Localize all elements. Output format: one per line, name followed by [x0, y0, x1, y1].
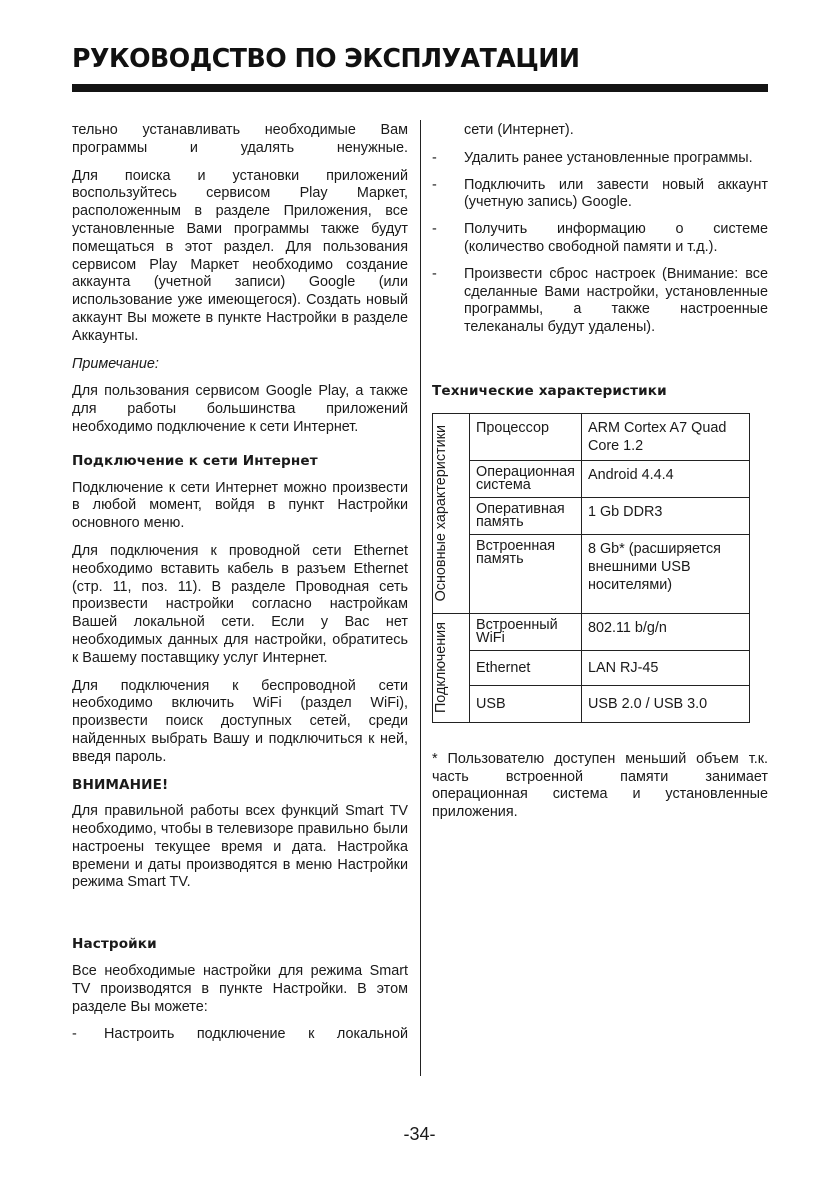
spec-value: 8 Gb* (расширяется внешними USB носителями) [581, 534, 749, 613]
paragraph-play-market: Для поиска и установки приложений воспользуйтесь сервисом Play Маркет, расположенным в разделе Приложения, все установленные Вами программы также будут помещаться в этот раздел. Для пользования сервисом Play Маркет необходимо создание аккаунта (учетной записи) Google (или использование уже имеющегося). Создать новый аккаунт Вы можете в пункте Настройки в разделе Аккаунты. [72, 167, 408, 344]
list-continuation: сети (Интернет). [464, 122, 574, 138]
spec-value: Android 4.4.4 [581, 460, 749, 497]
note-label: Примечание: [72, 355, 159, 372]
paragraph-internet-connect: Подключение к сети Интернет можно произвести в любой момент, войдя в пункт Настройки основного меню. [72, 479, 408, 532]
paragraph-smart-tv-time: Для правильной работы всех функций Smart TV необходимо, чтобы в телевизоре правильно были настроены текущее время и дата. Настройка времени и даты производятся в меню Настройки режима Smart TV. [72, 803, 408, 891]
page-title: РУКОВОДСТВО ПО ЭКСПЛУАТАЦИИ [72, 44, 580, 74]
group-main-cell [433, 413, 470, 613]
list-item [432, 150, 768, 168]
list-item [432, 266, 768, 337]
dash-marker: - [432, 221, 437, 238]
list-item [432, 177, 768, 213]
list-item-text: Настроить подключение к локальной [104, 1026, 408, 1043]
table-row [433, 413, 750, 460]
heading-settings: Настройки [72, 936, 157, 953]
paragraph-google-play-note: Для пользования сервисом Google Play, а также для работы большинства приложений необходимо подключение к сети Интернет. [72, 383, 408, 435]
list-item-text: Удалить ранее установленные программы. [464, 149, 753, 166]
paragraph-settings: Все необходимые настройки для режима Smart TV производятся в пункте Настройки. В этом разделе Вы можете: [72, 963, 408, 1015]
table-row [433, 650, 750, 685]
table-row [433, 534, 750, 613]
spec-label: Встроенная память [470, 534, 582, 613]
dash-marker: - [432, 265, 437, 282]
spec-value: 1 Gb DDR3 [581, 497, 749, 534]
heading-specs: Технические характеристики [432, 382, 667, 399]
list-item-text: Получить информацию о системе (количество свободной памяти и т.д.). [464, 221, 768, 255]
page-number: -34- [403, 1124, 436, 1144]
group-connections-cell [433, 613, 470, 722]
column-divider [420, 120, 421, 1076]
table-row [433, 460, 750, 497]
dash-marker: - [432, 149, 437, 166]
list-item-text: Подключить или завести новый аккаунт (учетную запись) Google. [464, 176, 768, 211]
footnote: * Пользователю доступен меньший объем т.к. часть встроенной памяти занимает операционная система и установленные приложения. [432, 750, 768, 821]
spec-label: USB [470, 685, 582, 722]
heading-internet: Подключение к сети Интернет [72, 452, 318, 469]
paragraph-apps-intro: тельно устанавливать необходимые Вам программы и удалять ненужные. [72, 122, 408, 156]
spec-value: ARM Cortex A7 Quad Core 1.2 [581, 413, 749, 460]
list-item [432, 221, 768, 257]
paragraph-wifi: Для подключения к беспроводной сети необходимо включить WiFi (раздел WiFi), произвести поиск доступных сетей, среди найденных выбрать Вашу и подключиться к ней, введя пароль. [72, 677, 408, 765]
spec-label: Встроенный WiFi [470, 613, 582, 650]
list-item [72, 1026, 408, 1044]
spec-value: LAN RJ-45 [581, 650, 749, 685]
right-column [432, 122, 768, 832]
specs-table [432, 413, 750, 723]
group-connections-label: Подключения [433, 622, 449, 714]
spec-value: 802.11 b/g/n [581, 613, 749, 650]
heading-warning: ВНИМАНИЕ! [72, 776, 169, 793]
header-rule [72, 84, 768, 92]
group-main-label: Основные характеристики [433, 425, 449, 602]
spec-value: USB 2.0 / USB 3.0 [581, 685, 749, 722]
table-row [433, 497, 750, 534]
table-row [433, 613, 750, 650]
left-column [72, 122, 408, 1053]
dash-marker: - [432, 176, 437, 193]
spec-label: Операционная система [470, 460, 582, 497]
paragraph-ethernet: Для подключения к проводной сети Ethernet необходимо вставить кабель в разъем Ethernet (стр. 11, поз. 11). В разделе Проводная сеть произвести настройки согласно настройкам Вашей локальной сети. Если у Вас нет необходимых данных для настройки, обратитесь к Вашему поставщику услуг Интернет. [72, 542, 408, 666]
table-row [433, 685, 750, 722]
list-item-text: Произвести сброс настроек (Внимание: все сделанные Вами настройки, установленные программы, а также настроенные телеканалы будут удалены). [464, 265, 768, 336]
spec-label: Ethernet [470, 650, 582, 685]
spec-label: Оперативная память [470, 497, 582, 534]
dash-marker: - [72, 1026, 77, 1043]
spec-label: Процессор [470, 413, 582, 460]
